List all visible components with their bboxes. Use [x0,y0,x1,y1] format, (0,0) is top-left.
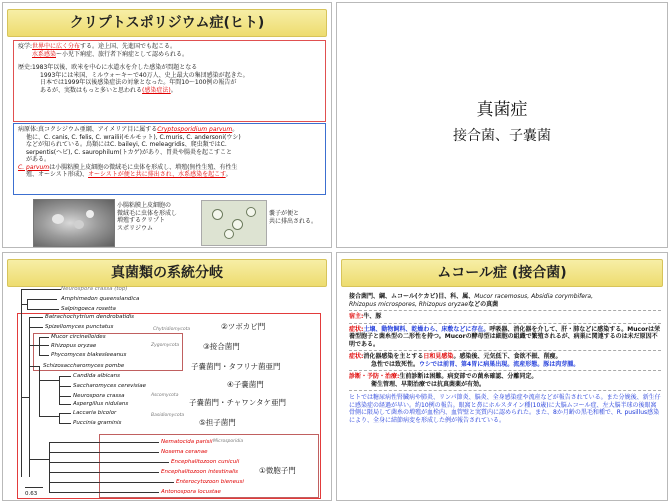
scale-label: 0.63 [25,491,38,497]
diagnosis-para2: 衛生管理、早期治療では抗真菌薬が有効。 [371,380,486,388]
clade-label: Chytridiomycota [153,327,191,332]
epidemiology-box [13,40,326,122]
species-label: Encephalitozoon intestinalis [161,469,239,475]
group-ascomycota: ④子嚢菌門 [227,380,264,389]
scale-bar [25,487,43,488]
symptom-para: 症状:土壌、動物飼料、乾燥わら、床敷などに存在。呼吸器、消化器を介して、肝・肺などに感染する。Mucorは栄養型胞子と菌糸型の二形性を持つ。Mucorの酵母型は細胞の組織で繁殖されるが、病巣に関連するのは未だ原因不明である。 [349,325,661,348]
pathogen-line6: C. parvumは小腸粘膜上皮細胞の微絨毛に虫体を形成し、増殖(無性生殖、有性生 [18,163,238,171]
diagnosis-para: 診断・予防・治療:生前診断は困難。病変部での菌糸確認、分離同定。 [349,373,538,380]
clade-label: Basidiomycota [151,413,185,418]
oocyst-caption: 嚢子が便と 共に排出される。 [269,210,318,225]
epi-line2: 水系感染ー小児下痢症、旅行者下痢症として認められる。 [32,50,189,58]
phylogenetic-tree [3,287,332,499]
species-label: Batrachochytrium dendrobatidis [45,314,135,320]
slide-title: 真菌類の系統分岐 [7,259,327,287]
species-label: Antonospora locustae [161,489,221,495]
slide-subtitle: 接合菌、子嚢菌 [453,128,551,144]
species-label: Candida albicans [73,373,120,379]
species-label: Aspergillus nidulans [73,401,129,407]
species-label: Enterocytozoon bieneusi [176,479,244,485]
group-pezizomycotina: 子嚢菌門・チャワンタケ亜門 [189,398,286,407]
slide-title: クリプトスポリジウム症(ヒト) [7,9,327,37]
pathogen-box [13,123,326,195]
species-label: Rhizopus oryzae [51,343,97,349]
group-basidiomycota: ⑤担子菌門 [199,418,236,427]
clade-label: Microsporidia [213,439,244,444]
pathogen-line1: 病原体:真コクシジウム亜綱、アイメリア目に属するCryptosporidium parvum。 [18,126,239,133]
history-line3: 日本では1999年以後感染症法の対象となった。年間10〜100例の報告が [40,79,237,86]
clade-label: Zygomycota [151,343,180,348]
species-label: Saccharomyces cerevisiae [73,383,147,389]
group-taphrinomycotina: 子嚢菌門・タフリナ菌亜門 [191,362,281,371]
species-label: Schizosaccharomyces pombe [43,363,125,369]
history-line2: 1993年には米国、ミルウォーキーで40万人、史上最大の集団感染が起きた。 [40,71,249,79]
history-line1: 歴史:1983年以後、欧米を中心に水道水を介した感染が問題となる [18,64,198,71]
species-label: Salpingoeca rosetta [61,306,116,312]
group-zygomycota: ③接合菌門 [203,342,240,351]
species-label: Nematocida parisii [161,439,213,445]
state-para2: 急性では致死性。ウシでは前胃、第4胃に病巣出現。流産形態。豚は肉芽腫。 [371,360,580,368]
pathogen-line5: がある。 [26,156,51,163]
species-label: Puccinia graminis [73,420,122,426]
species-label: Encephalitozoon cuniculi [171,459,240,465]
slide-title: ムコール症 (接合菌) [341,259,663,287]
micrograph-caption: 小腸粘膜上皮細胞の 微絨毛に虫体を形成し 増殖するクリプト スポリジウム [117,202,178,232]
host-line: 宿主:牛、豚 [349,313,382,320]
species-label: Laccaria bicolor [73,410,117,416]
slide-mucormycosis[interactable] [336,252,668,501]
slide-mycosis[interactable] [336,2,668,248]
micrograph-image [33,199,115,247]
intro-line1: 接合菌門、綱、ムコール(ケカビ)目、科、属、Mucor racemosus, Absidia corymbifera, [349,293,594,300]
slide-body [349,293,661,424]
species-label: Mucor circinelloides [51,334,106,340]
slide-cryptosporidiosis[interactable] [2,2,332,248]
slide-fungal-phylogeny[interactable] [2,252,332,501]
group-chytridiomycota: ②ツボカビ門 [221,322,266,331]
species-label: Nosema ceranae [161,449,208,455]
human-case-para: ヒトでは糖尿病性腎臓病や肺炎、リンパ節炎、脳炎、全身感染症や流産などが報告されている。また分娩後、新生仔に感染症の経過が早い。約10例の報告。眼窩と鼻にホルスタイン種(10歳)に大脳ムコール症、左大脳半球の後眼窩骨側に限局して菌糸の増殖が血栓内、血管壁と実質内に認められた。また、8か月齢の黒毛和種で、R. pusillus感染により、全身に結節病変を形成した例が報告されている。 [349,394,661,424]
pathogen-line4: serpentis(ヘビ), C. saurophilum(トカゲ)があり、胃炎や腸炎を起こすこと [26,148,232,156]
group-microsporidia: ①微胞子門 [259,466,296,475]
pathogen-line2: 他に、C. canis, C. felis, C. wrailii(モルモット), C.muris, C. andersoni(ウシ) [26,133,241,141]
species-label: Neurospora crassa (top) [61,286,128,292]
oocyst-image [201,200,267,246]
clade-label: Ascomycota [151,393,179,398]
pathogen-line7: 殖、オーシスト形成)、オーシストが便と共に排出され、水系感染を起こす。 [26,171,232,178]
species-label: Spizellomyces punctatus [45,324,114,330]
species-label: Amphimedon queenslandica [61,296,140,302]
species-label: Neurospora crassa [73,393,125,399]
pathogen-line3: などが知られている。鳥類にはC. baileyi, C. meleagridis、爬虫類ではC. [26,141,227,148]
intro-line2: Rhizopus microspores, Rhizopus oryzaeなどの真菌 [349,300,499,308]
slide-title: 真菌症 [476,100,528,120]
species-label: Phycomyces blakesleeanus [51,352,127,358]
epi-line1: 疫学:世界中に広く分布する。途上国、先進国でも起こる。 [18,43,177,50]
state-para: 症状:消化器感染を主とする日和見感染。感染後、元気低下、食欲不振、削痩。 [349,353,562,360]
history-line4: あるが、実数はもっと多いと思われる(感染症法)。 [40,86,177,94]
